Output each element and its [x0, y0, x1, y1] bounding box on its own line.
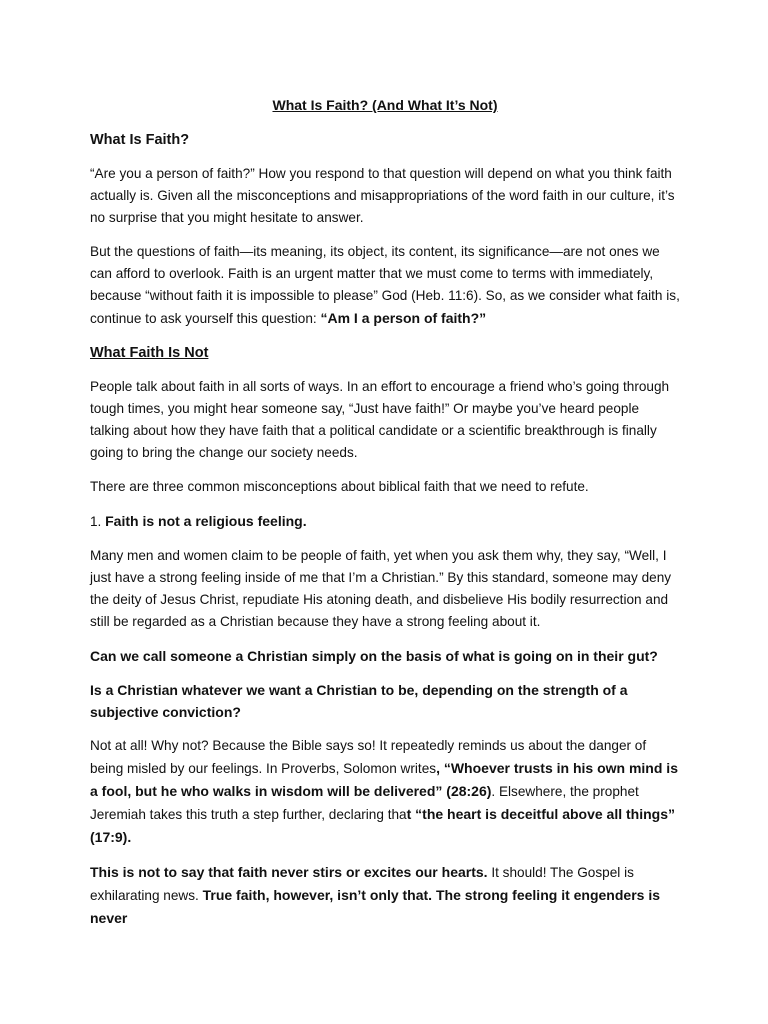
- point-number: 1.: [90, 514, 106, 529]
- question: Can we call someone a Christian simply on the basis of what is going on in their gut?: [90, 648, 658, 664]
- paragraph: There are three common misconceptions about biblical faith that we need to refute.: [90, 479, 589, 494]
- point-text: Faith is not a religious feeling.: [105, 513, 307, 529]
- emphasis-text: This is not to say that faith never stirs or excites our hearts.: [90, 864, 488, 880]
- paragraph: [90, 861, 680, 930]
- paragraph-text: But the questions of faith—its meaning, its object, its content, its significance—are not ones we can afford to overlook. Faith is an urgent matter that we must come to terms with immediately, because “without faith it is impossible to please” God (Heb. 11:6). So, as we consider what faith is, continue to ask yourself this question:: [90, 244, 680, 326]
- paragraph-text: Not at all! Why not? Because the Bible says so! It repeatedly reminds us about the danger of being misled by our feelings. In Proverbs, Solomon writes: [90, 738, 647, 776]
- question: Is a Christian whatever we want a Christian to be, depending on the strength of a subjective conviction?: [90, 682, 628, 720]
- document-title: What Is Faith? (And What It’s Not): [272, 97, 498, 113]
- paragraph: [90, 735, 680, 849]
- scripture-quote: t “the heart is deceitful above all things” (17:9).: [90, 806, 675, 845]
- paragraph: People talk about faith in all sorts of ways. In an effort to encourage a friend who’s going through tough times, you might hear someone say, “Just have faith!” Or maybe you’ve heard people talking about how they have faith that a political candidate or a scientific breakthrough is finally going to bring the change our society needs.: [90, 379, 670, 460]
- document-body: [90, 94, 680, 942]
- emphasis-text: True faith, however, isn’t only that. The strong feeling it engenders is never: [90, 887, 660, 926]
- paragraph-text: It should! The Gospel is exhilarating news.: [90, 865, 634, 903]
- scripture-quote: , “Whoever trusts in his own mind is a fool, but he who walks in wisdom will be delivered” (28:26): [90, 760, 678, 799]
- numbered-point: [90, 510, 680, 533]
- paragraph-text: . Elsewhere, the prophet Jeremiah takes this truth a step further, declaring tha: [90, 784, 639, 822]
- paragraph: “Are you a person of faith?” How you respond to that question will depend on what you think faith actually is. Given all the misconceptions and misappropriations of the word faith in our culture, it’s no surprise that you might hesitate to answer.: [90, 166, 675, 225]
- paragraph: Many men and women claim to be people of faith, yet when you ask them why, they say, “Well, I just have a strong feeling inside of me that I’m a Christian.” By this standard, someone may deny the deity of Jesus Christ, repudiate His atoning death, and disbelieve His bodily resurrection and still be regarded as a Christian because they have a strong feeling about it.: [90, 548, 672, 629]
- paragraph: [90, 241, 680, 330]
- section-heading-what-is-faith: What Is Faith?: [90, 132, 190, 148]
- emphasis-question: “Am I a person of faith?”: [320, 310, 487, 326]
- section-heading-what-faith-is-not: What Faith Is Not: [90, 345, 209, 361]
